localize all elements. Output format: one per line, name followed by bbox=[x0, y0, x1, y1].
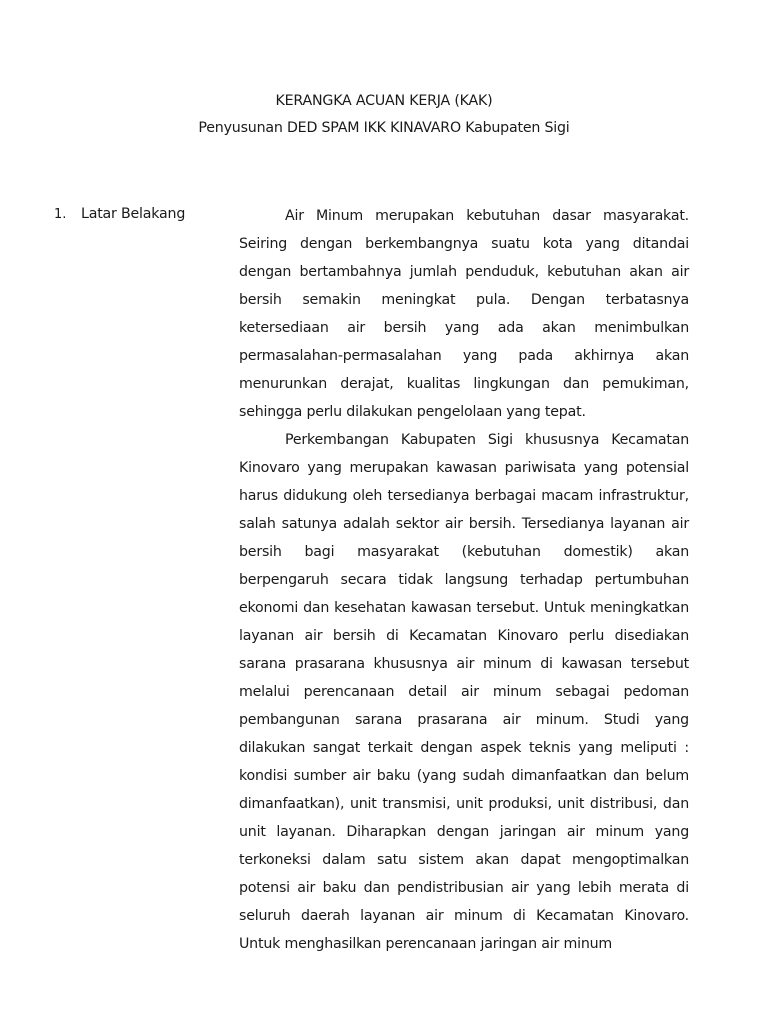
document-subtitle: Penyusunan DED SPAM IKK KINAVARO Kabupaten Sigi bbox=[198, 120, 570, 136]
paragraph: Perkembangan Kabupaten Sigi khususnya Kecamatan Kinovaro yang merupakan kawasan pariwisata yang potensial harus didukung oleh tersedianya berbagai macam infrastruktur, salah satunya adalah sektor air bersih. Tersedianya layanan air bersih bagi masyarakat (kebutuhan domestik) akan berpengaruh secara tidak langsung terhadap pertumbuhan ekonomi dan kesehatan kawasan tersebut. Untuk meningkatkan layanan air bersih di Kecamatan Kinovaro perlu disediakan sarana prasarana khususnya air minum di kawasan tersebut melalui perencanaan detail air minum sebagai pedoman pembangunan sarana prasarana air minum. Studi yang dilakukan sangat terkait dengan aspek teknis yang meliputi : kondisi sumber air baku (yang sudah dimanfaatkan dan belum dimanfaatkan), unit transmisi, unit produksi, unit distribusi, dan unit layanan. Diharapkan dengan jaringan air minum yang terkoneksi dalam satu sistem akan dapat mengoptimalkan potensi air baku dan pendistribusian air yang lebih merata di seluruh daerah layanan air minum di Kecamatan Kinovaro. Untuk menghasilkan perencanaan jaringan air minum bbox=[239, 432, 689, 952]
section-body bbox=[239, 202, 689, 958]
document-title: KERANGKA ACUAN KERJA (KAK) bbox=[275, 93, 493, 109]
paragraph: Air Minum merupakan kebutuhan dasar masyarakat. Seiring dengan berkembangnya suatu kota yang ditandai dengan bertambahnya jumlah penduduk, kebutuhan akan air bersih semakin meningkat pula. Dengan terbatasnya ketersediaan air bersih yang ada akan menimbulkan permasalahan-permasalahan yang pada akhirnya akan menurunkan derajat, kualitas lingkungan dan pemukiman, sehingga perlu dilakukan pengelolaan yang tepat. bbox=[239, 208, 689, 420]
section-heading: Latar Belakang bbox=[81, 206, 186, 222]
section-number: 1. bbox=[54, 207, 67, 222]
